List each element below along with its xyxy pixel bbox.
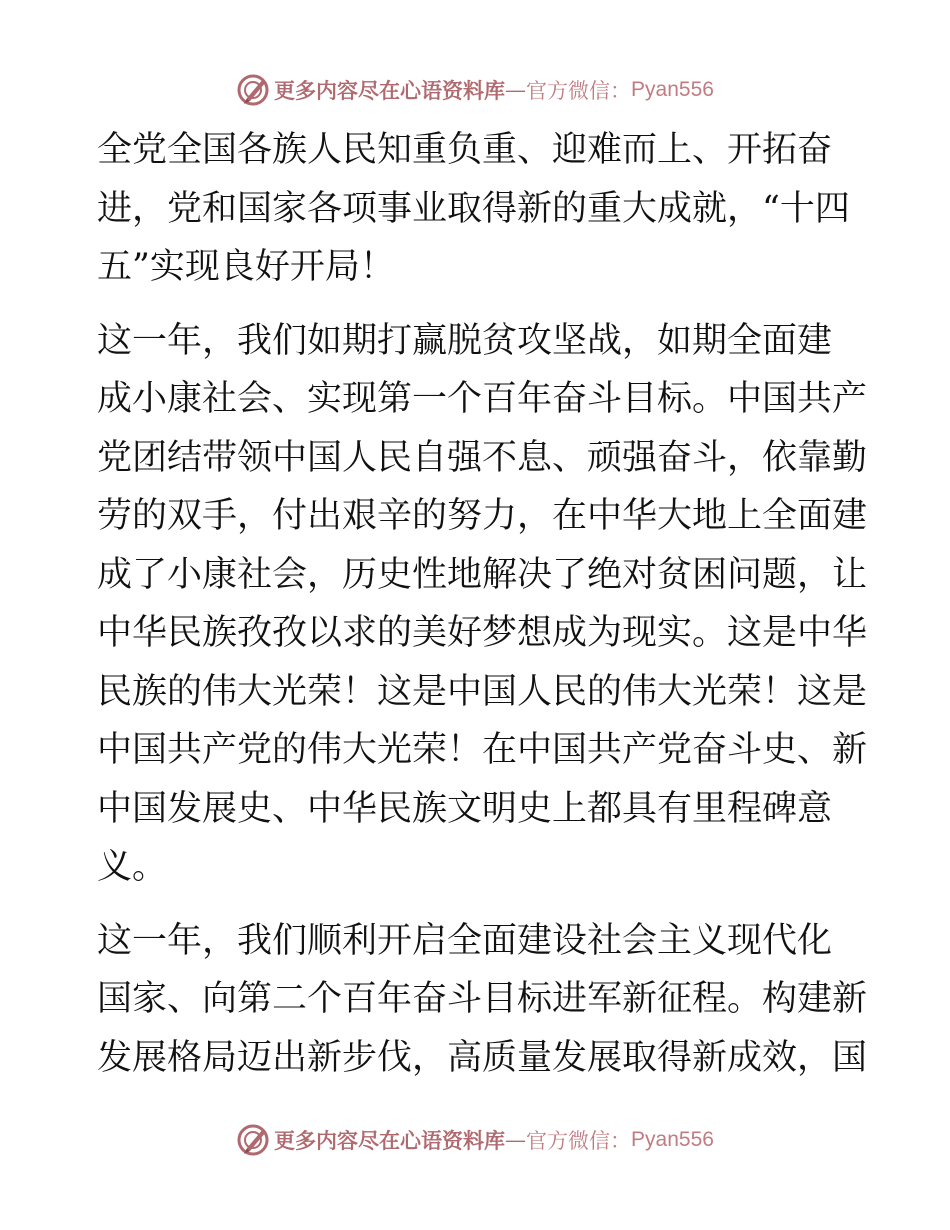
text-line: 这一年，我们顺利开启全面建设社会主义现代化 <box>97 920 833 961</box>
text-line: 成小康社会、实现第一个百年奋斗目标。中国共产 <box>97 379 868 419</box>
banner-brand-text: 更多内容尽在心语资料库 <box>274 1128 506 1153</box>
footer-banner <box>0 1120 950 1160</box>
text-line: 发展格局迈出新步伐，高质量发展取得新成效，国 <box>97 1037 868 1078</box>
banner-contact-id: Pyan556 <box>631 78 714 101</box>
text-line: 进，党和国家各项事业取得新的重大成就，“十四 <box>97 188 850 229</box>
text-line: 国家、向第二个百年奋斗目标进军新征程。构建新 <box>97 979 868 1019</box>
text-line: 党团结带领中国人民自强不息、顽强奋斗，依靠勤 <box>97 437 868 478</box>
text-line: 义。 <box>97 847 168 887</box>
paragraph-2 <box>97 312 868 897</box>
banner-contact-label: 官方微信： <box>526 79 632 103</box>
text-line: 成了小康社会，历史性地解决了绝对贫困问题，让 <box>97 554 868 595</box>
text-line: 五”实现良好开局！ <box>97 247 395 287</box>
text-line: 中国发展史、中华民族文明史上都具有里程碑意 <box>97 788 833 829</box>
text-line: 这一年，我们如期打赢脱贫攻坚战，如期全面建 <box>97 320 833 361</box>
text-line: 民族的伟大光荣！这是中国人民的伟大光荣！这是 <box>97 671 868 712</box>
text-line: 劳的双手，付出艰辛的努力，在中华大地上全面建 <box>97 496 868 536</box>
pen-nib-circle-logo-icon <box>236 73 270 107</box>
header-banner <box>0 70 950 110</box>
text-line: 全党全国各族人民知重负重、迎难而上、开拓奋 <box>97 130 833 170</box>
text-line: 中华民族孜孜以求的美好梦想成为现实。这是中华 <box>97 613 868 653</box>
banner-contact-label: 官方微信： <box>526 1129 632 1153</box>
document-body <box>97 121 868 1087</box>
banner-separator: — <box>505 1128 527 1152</box>
banner-contact-id: Pyan556 <box>631 1128 714 1151</box>
paragraph-1 <box>97 121 857 297</box>
banner-brand-text: 更多内容尽在心语资料库 <box>274 78 506 103</box>
banner-separator: — <box>505 78 527 102</box>
paragraph-3 <box>97 912 868 1088</box>
text-line: 中国共产党的伟大光荣！在中国共产党奋斗史、新 <box>97 730 868 770</box>
pen-nib-circle-logo-icon <box>236 1123 270 1157</box>
